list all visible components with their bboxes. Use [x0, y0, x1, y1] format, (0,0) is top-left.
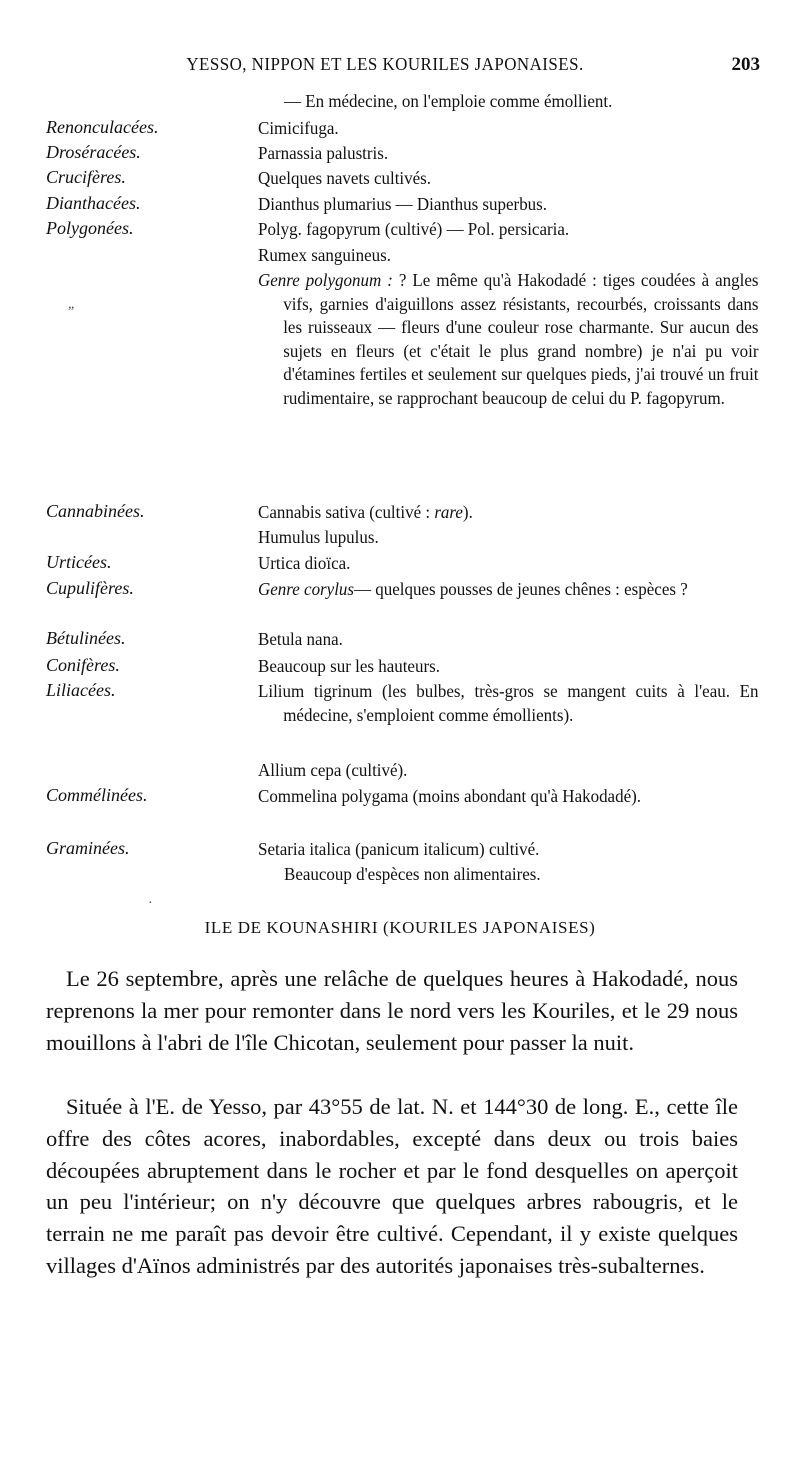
entry-setaria: Setaria italica (panicum italicum) cultivé.	[258, 839, 540, 859]
ink-mark: ·	[148, 896, 153, 911]
entry-genre-polygonum	[258, 269, 759, 410]
entry-betula: Betula nana.	[258, 629, 343, 649]
entry-urtica: Urtica dioïca.	[258, 553, 351, 573]
entry-allium: Allium cepa (cultivé).	[258, 760, 408, 780]
family-droseracees: Droséracées.	[46, 142, 141, 162]
genre-polygonum-label: Genre polygonum :	[258, 270, 393, 290]
entry-beaucoup-especes: Beaucoup d'espèces non alimentaires.	[284, 864, 541, 884]
family-cupuliferes: Cupulifères.	[46, 578, 134, 598]
intro-line: — En médecine, on l'emploie comme émollient.	[284, 91, 613, 111]
family-cannabinees: Cannabinées.	[46, 501, 145, 521]
family-commelinees: Commélinées.	[46, 785, 148, 805]
cannabis-end: ).	[462, 502, 473, 522]
entry-navets: Quelques navets cultivés.	[258, 168, 432, 188]
page-number: 203	[731, 54, 760, 75]
entry-humulus: Humulus lupulus.	[258, 527, 379, 547]
cannabis-text: Cannabis sativa (cultivé :	[258, 502, 435, 522]
running-title: YESSO, NIPPON ET LES KOURILES JAPONAISES.	[186, 54, 584, 74]
ink-mark: „	[68, 297, 75, 312]
entry-cimicifuga: Cimicifuga.	[258, 118, 339, 138]
entry-lilium: Lilium tigrinum (les bulbes, très-gros se mangent cuits à l'eau. En médecine, s'emploient comme émollients).	[258, 681, 759, 725]
genre-corylus-label: Genre corylus	[258, 579, 355, 599]
genre-polygonum-text: ? Le même qu'à Hakodadé : tiges coudées à angles vifs, garnies d'aiguillons assez résistants, recourbés, croissants dans les ruisseaux — fleurs d'une couleur rose charmante. Sur aucun des sujets en fleurs (et c'était le plus grand nombre) je n'ai pu voir d'étamines fertiles et seulement sur quelques pieds, j'ai trouvé un fruit rudimentaire, se rapprochant beaucoup de celui du P. fagopyrum.	[283, 270, 759, 408]
entry-rumex: Rumex sanguineus.	[258, 245, 391, 265]
section-title: ILE DE KOUNASHIRI (KOURILES JAPONAISES)	[204, 918, 596, 937]
paragraph-1: Le 26 septembre, après une relâche de quelques heures à Hakodadé, nous reprenons la mer pour remonter dans le nord vers les Kouriles, et le 29 nous mouillons à l'abri de l'île Chicotan, seulement pour passer la nuit.	[46, 966, 738, 1055]
family-coniferes: Conifères.	[46, 655, 120, 675]
family-graminees: Graminées.	[46, 838, 130, 858]
family-dianthacees: Dianthacées.	[46, 193, 141, 213]
cannabis-rare: rare	[434, 502, 463, 522]
entry-genre-corylus	[258, 578, 759, 602]
family-urticees: Urticées.	[46, 552, 112, 572]
family-betulinees: Bétulinées.	[46, 628, 126, 648]
family-renonculacees: Renonculacées.	[46, 117, 159, 137]
family-cruciferes: Crucifères.	[46, 167, 126, 187]
family-liliacees: Liliacées.	[46, 680, 116, 700]
entry-cannabis	[258, 501, 759, 525]
family-polygonees: Polygonées.	[46, 218, 134, 238]
entry-parnassia: Parnassia palustris.	[258, 143, 389, 163]
entry-beaucoup-hauteurs: Beaucoup sur les hauteurs.	[258, 656, 440, 676]
entry-commelina: Commelina polygama (moins abondant qu'à Hakodadé).	[258, 786, 642, 806]
entry-polyg: Polyg. fagopyrum (cultivé) — Pol. persicaria.	[258, 219, 570, 239]
entry-dianthus: Dianthus plumarius — Dianthus superbus.	[258, 194, 548, 214]
genre-corylus-text: — quelques pousses de jeunes chênes : espèces ?	[354, 579, 688, 599]
paragraph-2: Située à l'E. de Yesso, par 43°55 de lat. N. et 144°30 de long. E., cette île offre des côtes acores, inabordables, excepté dans deux ou trois baies découpées abruptement dans le rocher et par le fond desquelles on aperçoit un peu l'intérieur; on n'y découvre que quelques arbres rabougris, et le terrain ne me paraît pas devoir être cultivé. Cependant, il y existe quelques villages d'Aïnos administrés par des autorités japonaises très-subalternes.	[46, 1094, 738, 1278]
